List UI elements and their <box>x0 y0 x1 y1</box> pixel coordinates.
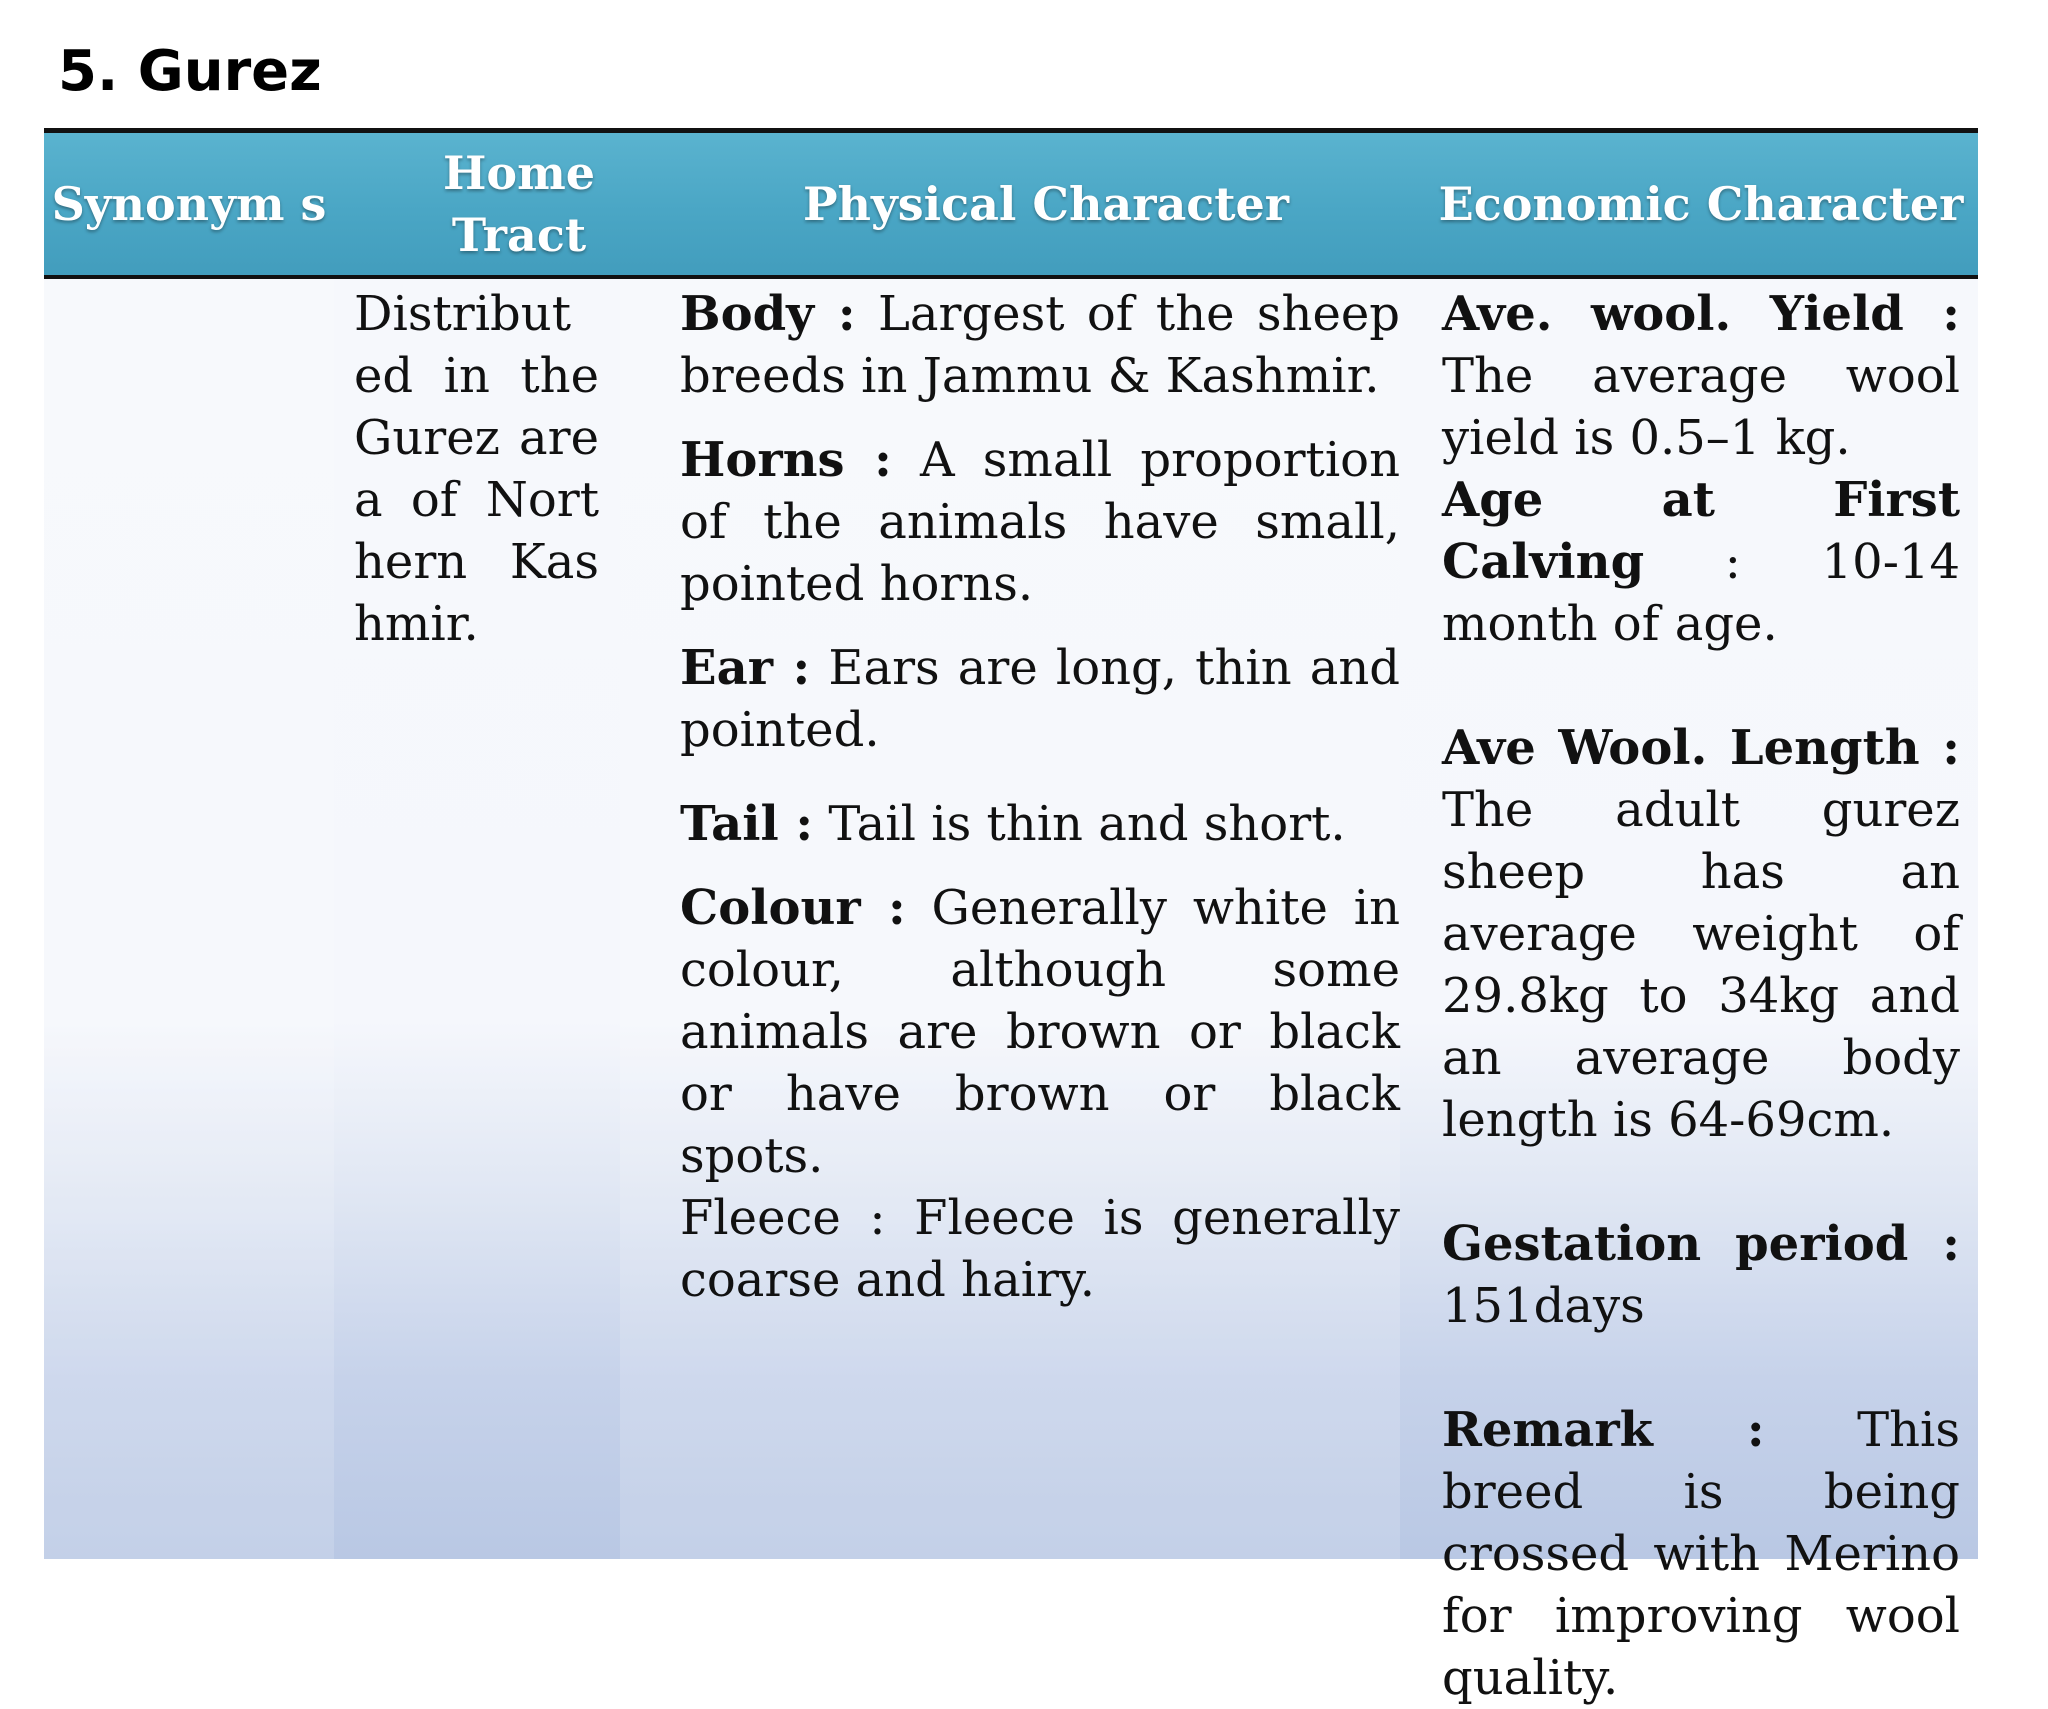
header-home-tract: Home Tract <box>442 146 596 262</box>
home-tract-text: Distributed in the Gurez area of Northern Kashmir. <box>354 286 599 652</box>
remark-text: This breed is being crossed with Merino for improving wool quality. <box>1442 1402 1960 1706</box>
physical-body <box>680 283 1400 407</box>
header-synonyms: Synonym s <box>51 177 327 231</box>
physical-horns <box>680 429 1400 615</box>
physical-tail <box>680 793 1400 855</box>
colour-text: Generally white in colour, although some animals are brown or black or have brown or black spots. <box>680 880 1401 1184</box>
header-economic-character: Economic Character <box>1438 177 1964 231</box>
physical-column <box>620 279 1400 1559</box>
economic-first-calving <box>1442 469 1960 655</box>
tail-label: Tail : <box>680 796 814 852</box>
horns-label: Horns : <box>680 432 892 488</box>
wool-length-label: Ave Wool. Length : <box>1442 720 1960 776</box>
page-title: 5. Gurez <box>58 39 322 104</box>
remark-label: Remark : <box>1442 1402 1765 1458</box>
physical-colour <box>680 877 1400 1187</box>
economic-cell <box>1442 283 1960 1709</box>
body-text: Largest of the sheep breeds in Jammu & Kashmir. <box>680 286 1401 404</box>
ear-label: Ear : <box>680 640 811 696</box>
home-tract-cell <box>354 283 599 655</box>
table-header <box>44 133 1978 279</box>
wool-yield-label: Ave. wool. Yield : <box>1442 286 1960 342</box>
economic-wool-length <box>1442 717 1960 1151</box>
home-tract-column <box>334 279 620 1559</box>
physical-fleece: Fleece : Fleece is generally coarse and hairy. <box>680 1190 1400 1308</box>
physical-cell <box>680 283 1400 1311</box>
economic-column <box>1400 279 1978 1706</box>
wool-yield-text: The average wool yield is 0.5–1 kg. <box>1442 348 1960 466</box>
breed-table <box>44 128 1978 1706</box>
horns-text: A small proportion of the animals have small, pointed horns. <box>680 432 1400 612</box>
table-body <box>44 279 1978 1706</box>
economic-remark <box>1442 1399 1960 1709</box>
header-physical-character: Physical Character <box>802 177 1290 231</box>
economic-wool-yield <box>1442 283 1960 469</box>
colour-label: Colour : <box>680 880 906 936</box>
first-calving-text: : 10-14 month of age. <box>1442 534 1960 652</box>
gestation-text: 151days <box>1442 1278 1645 1334</box>
economic-gestation <box>1442 1213 1960 1337</box>
ear-text: Ears are long, thin and pointed. <box>680 640 1401 758</box>
gestation-label: Gestation period : <box>1442 1216 1960 1272</box>
synonyms-cell <box>44 279 334 1559</box>
body-label: Body : <box>680 286 856 342</box>
physical-ear <box>680 637 1400 761</box>
wool-length-text: The adult gurez sheep has an average weight of 29.8kg to 34kg and an average body length is 64-69cm. <box>1442 782 1960 1148</box>
tail-text: Tail is thin and short. <box>828 796 1346 852</box>
first-calving-label: Age at First Calving <box>1442 472 1960 590</box>
